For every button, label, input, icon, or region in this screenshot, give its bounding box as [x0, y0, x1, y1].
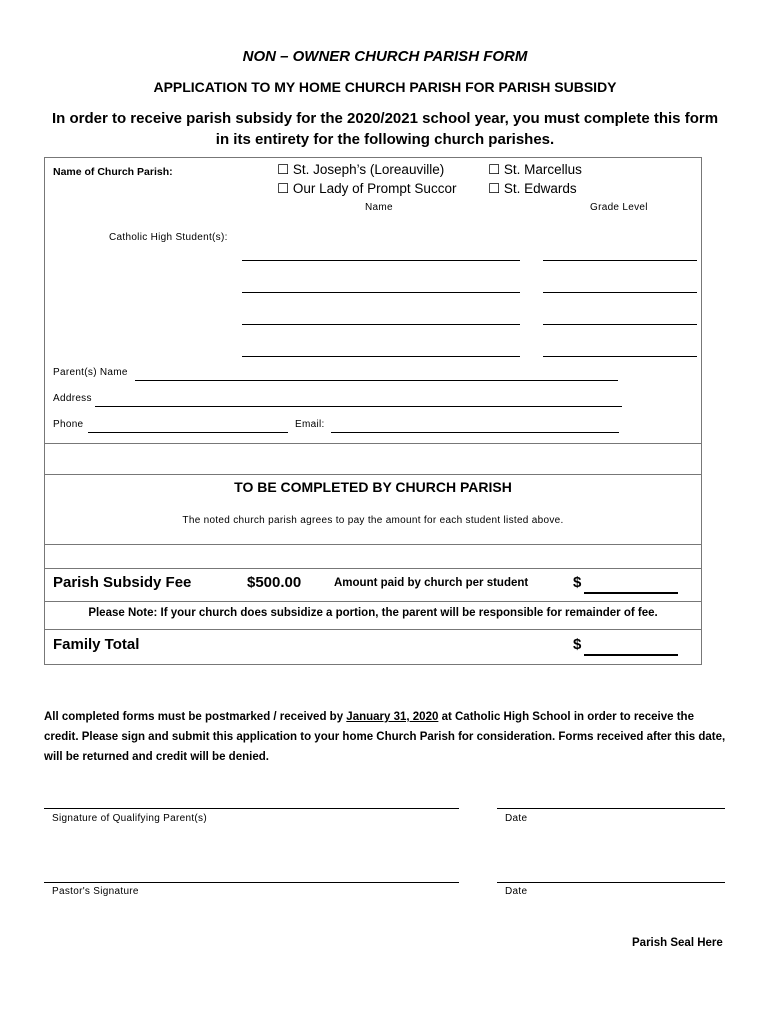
parish-label: Name of Church Parish:: [53, 166, 173, 178]
divider: [45, 629, 701, 630]
parish-option-label: Our Lady of Prompt Succor: [292, 181, 457, 196]
instructions-part-1: All completed forms must be postmarked / received by: [44, 711, 347, 723]
parent-signature-label: Signature of Qualifying Parent(s): [52, 813, 207, 824]
divider: [45, 474, 701, 475]
address-input[interactable]: [95, 406, 622, 407]
phone-input[interactable]: [88, 432, 288, 433]
pastor-signature-label: Pastor's Signature: [52, 886, 139, 897]
subsidy-fee-label: Parish Subsidy Fee: [53, 574, 192, 591]
parent-date-label: Date: [505, 813, 528, 824]
deadline-date: January 31, 2020: [346, 711, 439, 723]
pastor-signature-line[interactable]: [44, 882, 459, 883]
checkbox-icon[interactable]: ☐: [277, 162, 290, 177]
subsidy-fee-amount: $500.00: [247, 574, 302, 591]
please-note-text: Please Note: If your church does subsidize a portion, the parent will be responsible for remainder of fee.: [88, 607, 658, 619]
application-form-box: [44, 157, 702, 665]
student-name-input[interactable]: [242, 260, 520, 261]
parish-option-st-josephs[interactable]: [277, 162, 444, 178]
divider: [45, 544, 701, 545]
student-name-input[interactable]: [242, 292, 520, 293]
pastor-date-label: Date: [505, 886, 528, 897]
divider: [45, 601, 701, 602]
student-grade-input[interactable]: [543, 292, 697, 293]
parish-seal-label: Parish Seal Here: [632, 937, 723, 949]
parish-option-st-marcellus[interactable]: [488, 162, 582, 178]
church-section-heading: TO BE COMPLETED BY CHURCH PARISH: [234, 479, 512, 495]
checkbox-icon[interactable]: ☐: [488, 162, 501, 177]
student-name-input[interactable]: [242, 324, 520, 325]
parent-signature-line[interactable]: [44, 808, 459, 809]
students-label: Catholic High Student(s):: [109, 232, 228, 243]
instructions-part-2: at Catholic High School in order to receive the credit. Please sign and submit this application to your home Church Parish for consideration. Forms received after this date, will be returned and credit will be denied.: [44, 711, 726, 763]
email-label: Email:: [295, 419, 325, 430]
parent-name-input[interactable]: [135, 380, 618, 381]
student-grade-input[interactable]: [543, 324, 697, 325]
family-total-input[interactable]: [584, 654, 678, 656]
church-section-note: The noted church parish agrees to pay the amount for each student listed above.: [182, 515, 564, 526]
checkbox-icon[interactable]: ☐: [277, 181, 290, 196]
address-label: Address: [53, 393, 92, 404]
email-input[interactable]: [331, 432, 619, 433]
parish-option-st-edwards[interactable]: [488, 181, 577, 197]
parish-option-our-lady[interactable]: [277, 181, 456, 197]
intro-text: In order to receive parish subsidy for the 2020/2021 school year, you must complete this form in its entirety for the following church parishes.: [51, 110, 719, 148]
divider: [45, 443, 701, 444]
amount-paid-dollar-sign: $: [573, 574, 582, 591]
student-grade-header: Grade Level: [590, 202, 648, 213]
parish-option-label: St. Joseph’s (Loreauville): [292, 162, 445, 177]
student-grade-input[interactable]: [543, 356, 697, 357]
submission-instructions: [44, 707, 728, 767]
student-name-header: Name: [365, 202, 393, 213]
parent-name-label: Parent(s) Name: [53, 367, 128, 378]
parish-option-label: St. Edwards: [503, 181, 577, 196]
student-grade-input[interactable]: [543, 260, 697, 261]
parent-date-line[interactable]: [497, 808, 725, 809]
family-total-dollar-sign: $: [573, 636, 582, 653]
pastor-date-line[interactable]: [497, 882, 725, 883]
student-name-input[interactable]: [242, 356, 520, 357]
amount-paid-label: Amount paid by church per student: [334, 577, 529, 589]
phone-label: Phone: [53, 419, 84, 430]
form-subtitle: APPLICATION TO MY HOME CHURCH PARISH FOR PARISH SUBSIDY: [153, 79, 617, 95]
parish-option-label: St. Marcellus: [503, 162, 582, 177]
form-title: NON – OWNER CHURCH PARISH FORM: [242, 48, 528, 65]
divider: [45, 568, 701, 569]
family-total-label: Family Total: [53, 636, 140, 653]
amount-paid-input[interactable]: [584, 592, 678, 594]
checkbox-icon[interactable]: ☐: [488, 181, 501, 196]
